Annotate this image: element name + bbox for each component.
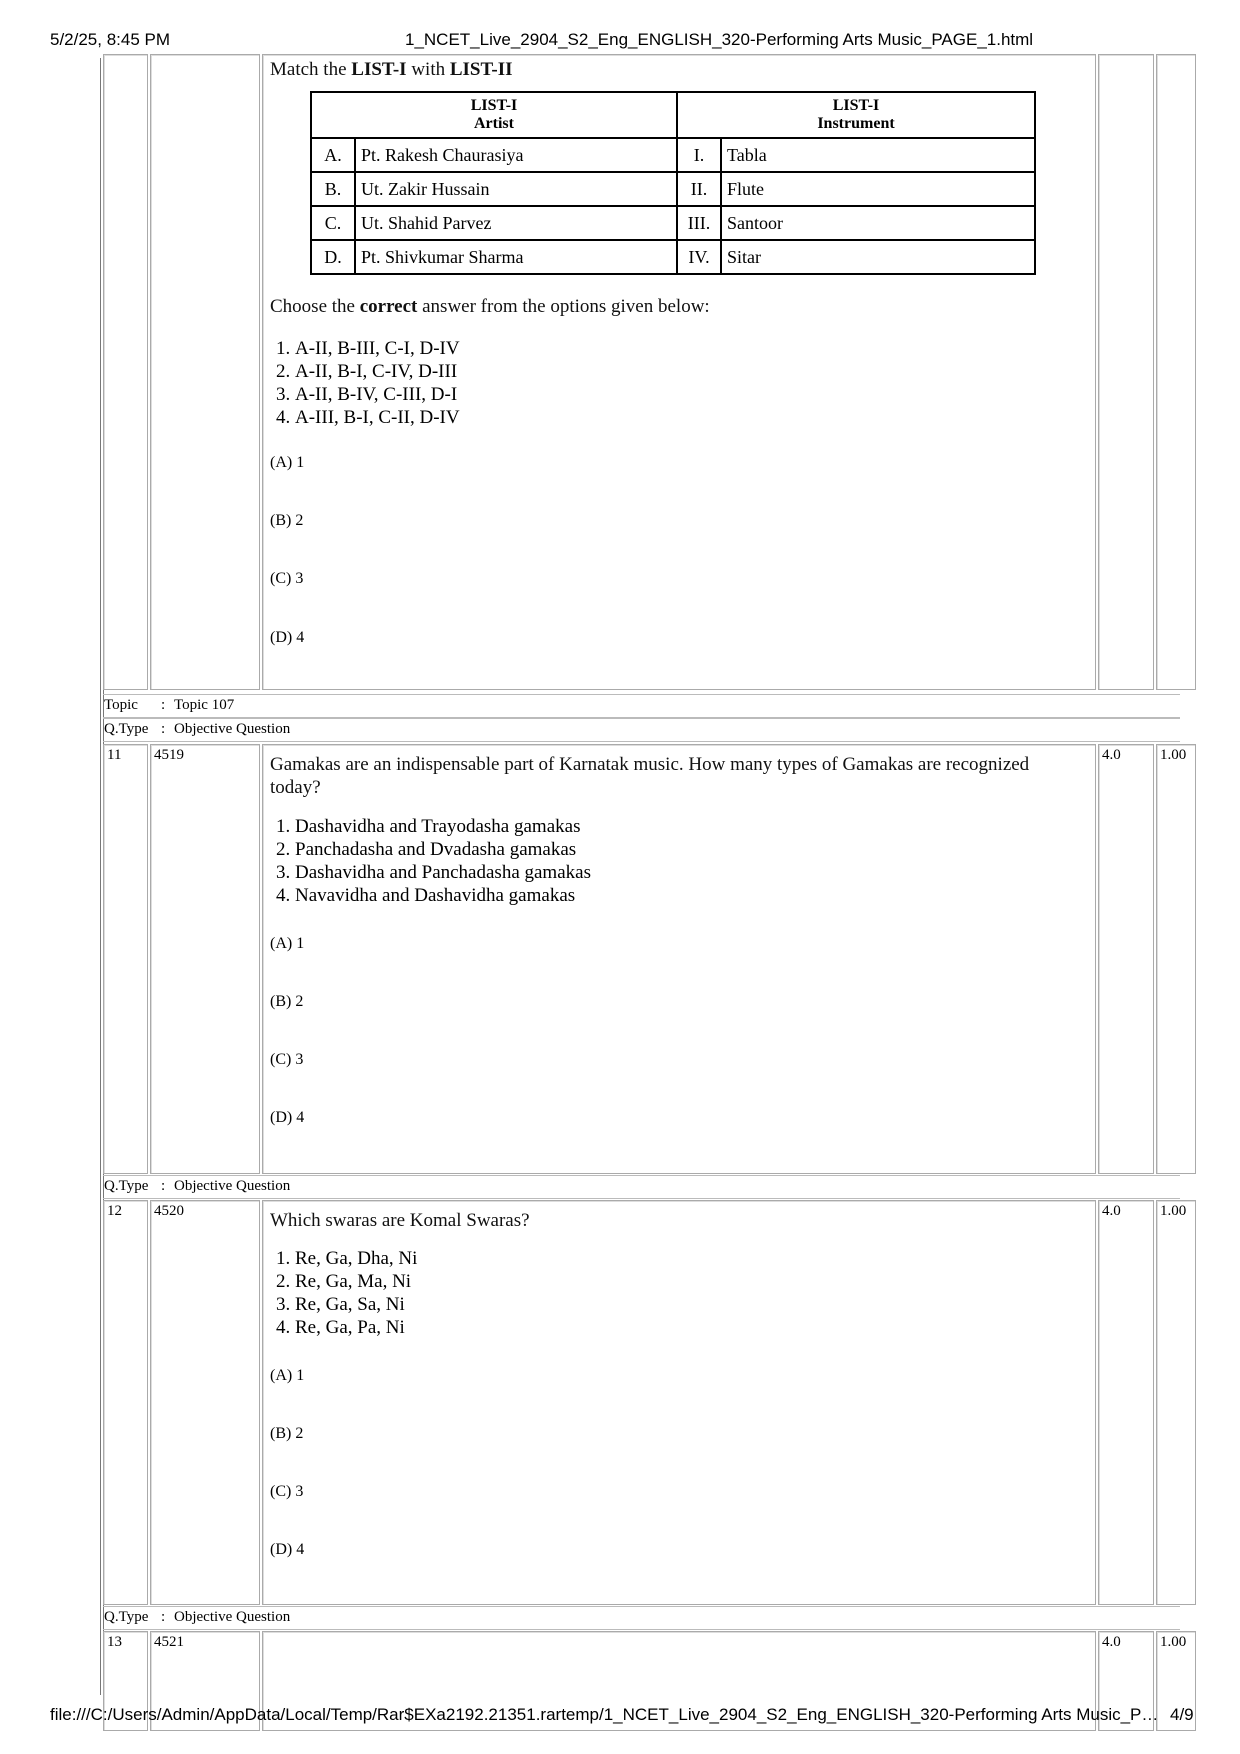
option-a[interactable]: (A) 1 [270, 454, 305, 471]
option-a[interactable]: (A) 1 [270, 1367, 305, 1384]
file-url: file:///C:/Users/Admin/AppData/Local/Temp/Rar$EXa2192.21351.rartemp/1_NCET_Live_2904_S2_Eng_ENGLISH_320-Performing Arts Music_P… [50, 1705, 1159, 1724]
q12-answer-list [255, 1247, 417, 1339]
q10-neg-cell [1156, 54, 1196, 690]
row-artist: Pt. Rakesh Chaurasiya [355, 138, 677, 172]
table-row [311, 172, 1035, 206]
print-header [0, 30, 1240, 54]
match-table [310, 91, 1036, 275]
qtype-label: Q.Type [104, 721, 149, 737]
q11-neg-cell: 1.00 [1156, 744, 1196, 1174]
list-item: 1. Re, Ga, Dha, Ni [295, 1247, 417, 1270]
q13-id-cell: 4521 [150, 1631, 260, 1731]
topic-sep: : [161, 697, 166, 713]
q11-answer-list [255, 815, 591, 907]
row-letter: C. [311, 206, 355, 240]
question-paper-table [100, 58, 1187, 1695]
qtype-row [103, 718, 1180, 742]
list2-header: LIST-I Instrument [677, 92, 1035, 138]
list-item: 2. Panchadasha and Dvadasha gamakas [295, 838, 591, 861]
list-item: 2. A-II, B-I, C-IV, D-III [295, 360, 460, 383]
q12-question-cell [262, 1200, 1096, 1605]
option-c[interactable]: (C) 3 [270, 1483, 304, 1500]
row-instrument: Tabla [721, 138, 1035, 172]
row-artist: Ut. Shahid Parvez [355, 206, 677, 240]
row-roman: I. [677, 138, 721, 172]
row-instrument: Sitar [721, 240, 1035, 274]
q11-num-cell: 11 [103, 744, 148, 1174]
qtype-label: Q.Type [104, 1178, 149, 1194]
list-item: 3. Dashavidha and Panchadasha gamakas [295, 861, 591, 884]
topic-label: Topic [104, 697, 138, 713]
q11-marks-cell: 4.0 [1098, 744, 1154, 1174]
q11-id-cell: 4519 [150, 744, 260, 1174]
topic-row [103, 694, 1180, 718]
option-c[interactable]: (C) 3 [270, 1051, 304, 1068]
print-date: 5/2/25, 8:45 PM [50, 30, 171, 49]
q12-id-cell: 4520 [150, 1200, 260, 1605]
option-b[interactable]: (B) 2 [270, 993, 304, 1010]
option-b[interactable]: (B) 2 [270, 512, 304, 529]
list1-header: LIST-I Artist [311, 92, 677, 138]
list-item: 3. A-II, B-IV, C-III, D-I [295, 383, 460, 406]
q13-marks-cell: 4.0 [1098, 1631, 1154, 1731]
q12-neg-cell: 1.00 [1156, 1200, 1196, 1605]
qtype-sep: : [161, 721, 166, 737]
option-c[interactable]: (C) 3 [270, 570, 304, 587]
q12-text: Which swaras are Komal Swaras? [270, 1210, 530, 1231]
list-item: 3. Re, Ga, Sa, Ni [295, 1293, 417, 1316]
row-letter: D. [311, 240, 355, 274]
option-b[interactable]: (B) 2 [270, 1425, 304, 1442]
page-number: 4/9 [1170, 1705, 1194, 1724]
qtype-value: Objective Question [174, 1178, 291, 1194]
row-roman: III. [677, 206, 721, 240]
option-d[interactable]: (D) 4 [270, 629, 305, 646]
list-item: 4. Re, Ga, Pa, Ni [295, 1316, 417, 1339]
row-roman: IV. [677, 240, 721, 274]
q13-neg-cell: 1.00 [1156, 1631, 1196, 1731]
option-a[interactable]: (A) 1 [270, 935, 305, 952]
q11-question-cell [262, 744, 1096, 1174]
q12-num-cell: 12 [103, 1200, 148, 1605]
list-item: 4. Navavidha and Dashavidha gamakas [295, 884, 591, 907]
print-title: 1_NCET_Live_2904_S2_Eng_ENGLISH_320-Performing Arts Music_PAGE_1.html [405, 30, 1034, 49]
row-letter: A. [311, 138, 355, 172]
qtype-row [103, 1175, 1180, 1199]
qtype-sep: : [161, 1178, 166, 1194]
q10-id-cell [150, 54, 260, 690]
table-row [311, 206, 1035, 240]
q10-instruction: Choose the correct answer from the options given below: [270, 296, 710, 317]
list-item: 1. A-II, B-III, C-I, D-IV [295, 337, 460, 360]
row-roman: II. [677, 172, 721, 206]
row-artist: Ut. Zakir Hussain [355, 172, 677, 206]
list-item: 2. Re, Ga, Ma, Ni [295, 1270, 417, 1293]
q10-intro: Match the LIST-I with LIST-II [270, 59, 513, 80]
q13-num-cell: 13 [103, 1631, 148, 1731]
q12-marks-cell: 4.0 [1098, 1200, 1154, 1605]
q10-answer-list [255, 337, 460, 429]
q11-text: Gamakas are an indispensable part of Karnatak music. How many types of Gamakas are recognized today? [270, 754, 1030, 798]
qtype-row [103, 1606, 1180, 1630]
table-row [311, 138, 1035, 172]
table-border-left [100, 58, 101, 1695]
qtype-sep: : [161, 1609, 166, 1625]
q10-question-cell [262, 54, 1096, 690]
qtype-value: Objective Question [174, 1609, 291, 1625]
topic-value: Topic 107 [174, 697, 235, 713]
q10-marks-cell [1098, 54, 1154, 690]
table-row [311, 240, 1035, 274]
option-d[interactable]: (D) 4 [270, 1541, 305, 1558]
row-artist: Pt. Shivkumar Sharma [355, 240, 677, 274]
qtype-label: Q.Type [104, 1609, 149, 1625]
row-letter: B. [311, 172, 355, 206]
row-instrument: Santoor [721, 206, 1035, 240]
list-item: 1. Dashavidha and Trayodasha gamakas [295, 815, 591, 838]
row-instrument: Flute [721, 172, 1035, 206]
qtype-value: Objective Question [174, 721, 291, 737]
q10-num-cell [103, 54, 148, 690]
list-item: 4. A-III, B-I, C-II, D-IV [295, 406, 460, 429]
option-d[interactable]: (D) 4 [270, 1109, 305, 1126]
